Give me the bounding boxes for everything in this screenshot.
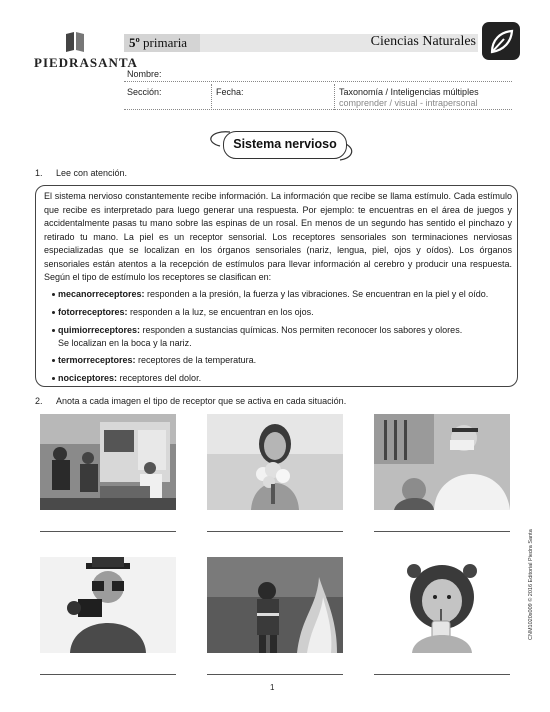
book-logo-icon — [64, 32, 86, 52]
section-date-field[interactable] — [124, 109, 512, 110]
date-label: Fecha: — [216, 87, 244, 97]
list-item: mecanorreceptores: responden a la presión, la fuerza y las vibraciones. Se encuentran en la piel y el oído. — [58, 288, 508, 301]
photo-man-with-camera — [40, 557, 176, 653]
list-item: nociceptores: receptores del dolor. — [58, 372, 508, 385]
question-text: Lee con atención. — [56, 168, 128, 178]
copyright-code: CNM1020s009 © 2016 Editorial Piedra Santa — [528, 529, 534, 640]
page-title: Sistema nervioso — [233, 137, 337, 151]
bullet-icon — [52, 329, 55, 332]
list-item: termorreceptores: receptores de la temperatura. — [58, 354, 508, 367]
answer-field[interactable] — [40, 674, 176, 675]
grade-label: 5º primaria — [129, 35, 188, 50]
answer-field[interactable] — [374, 531, 510, 532]
name-field[interactable] — [124, 81, 512, 82]
photo-girl-drinking — [374, 557, 510, 653]
photo-firefighter — [207, 557, 343, 653]
name-label: Nombre: — [127, 69, 162, 79]
photo-dentist-child — [374, 414, 510, 510]
answer-field[interactable] — [207, 674, 343, 675]
divider — [334, 84, 335, 110]
section-label: Sección: — [127, 87, 162, 97]
bullet-icon — [52, 293, 55, 296]
question-number: 1. — [35, 168, 43, 178]
answer-field[interactable] — [207, 531, 343, 532]
photo-ambulance-rescue — [40, 414, 176, 510]
answer-field[interactable] — [40, 531, 176, 532]
taxonomy-sub-label: comprender / visual - intrapersonal — [339, 98, 478, 108]
leaf-icon — [486, 26, 516, 56]
subject-badge — [482, 22, 520, 60]
list-item: fotorreceptores: responden a la luz, se encuentran en los ojos. — [58, 306, 508, 319]
bullet-icon — [52, 311, 55, 314]
photo-woman-smelling-flowers — [207, 414, 343, 510]
subject-title: Ciencias Naturales — [370, 34, 476, 49]
bullet-icon — [52, 377, 55, 380]
answer-field[interactable] — [374, 674, 510, 675]
reading-paragraph: El sistema nervioso constantemente recibe información. La información que recibe se llama estímulo. Cada estímulo que recibe es interpretado para luego generar una respuesta. Por ejemplo: te encuentras en el área de juegos y accidentalmente pasas tu mano sobre las espinas de un rosal. En menos de un segundo has sentido el pinchazo y retirado tu mano. La piel es un receptor sensorial. Los receptores sensoriales son terminaciones nerviosas especializadas que se localizan en los órganos sensoriales (nariz, lengua, piel, ojos y oídos). Los órganos sensoriales están atentos a la recepción de estímulos para llevar información al cerebro y producir una respuesta. Según el tipo de estímulo los receptores se clasifican en: — [44, 191, 512, 282]
divider — [211, 84, 212, 110]
list-item: quimiorreceptores: responden a sustancias químicas. Nos permiten reconocer los sabores y olores. Se localizan en la boca y la nariz. — [58, 324, 508, 350]
taxonomy-label: Taxonomía / Inteligencias múltiples — [339, 87, 479, 97]
brand-logo: PIEDRASANTA — [34, 55, 138, 70]
bullet-icon — [52, 359, 55, 362]
question-text: Anota a cada imagen el tipo de receptor que se activa en cada situación. — [56, 396, 347, 406]
question-number: 2. — [35, 396, 43, 406]
page-number: 1 — [270, 683, 275, 692]
